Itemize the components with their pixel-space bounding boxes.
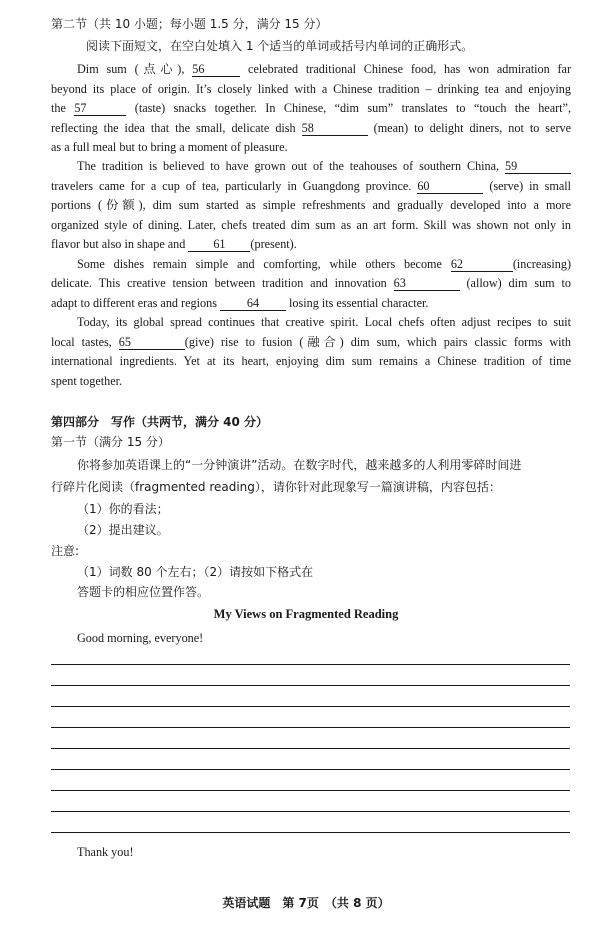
writing-line[interactable] bbox=[51, 748, 570, 749]
writing-line[interactable] bbox=[51, 832, 570, 833]
passage-line: flavor but also in shape and 61 (present). bbox=[51, 237, 297, 251]
page-footer: 英语试题 第 7页 （共 8 页） bbox=[222, 896, 390, 910]
note-label: 注意: bbox=[51, 544, 80, 558]
blank-56[interactable]: 56 bbox=[192, 63, 240, 77]
passage-line: spent together. bbox=[51, 374, 123, 388]
prompt-line: 你将参加英语课上的“一分钟演讲”活动。在数字时代，越来越多的人利用零碎时间进 bbox=[77, 458, 522, 472]
writing-line[interactable] bbox=[51, 769, 570, 770]
passage-line: international ingredients. Yet at its heart, enjoying dim sum remains a Chinese tradition of time bbox=[51, 354, 571, 368]
section2-heading: 第二节（共 10 小题；每小题 1.5 分，满分 15 分） bbox=[51, 17, 328, 31]
passage-line: Some dishes remain simple and comforting, while others become 62 (increasing) bbox=[77, 257, 572, 271]
blank-59[interactable]: 59 bbox=[505, 160, 571, 174]
passage-line: beyond its place of origin. It’s closely linked with a Chinese tradition – drinking tea and enjoying bbox=[51, 82, 571, 96]
passage-line: adapt to different eras and regions 64 losing its essential character. bbox=[51, 296, 429, 310]
passage-line: the 57 (taste) snacks together. In Chinese, “dim sum” translates to “touch the heart”, bbox=[51, 101, 572, 115]
writing-line[interactable] bbox=[51, 811, 570, 812]
passage-line: organized style of dining. Later, chefs treated dim sum as an art form. Skill was shown not only in bbox=[51, 218, 571, 232]
passage-line: as a full meal but to bring a moment of pleasure. bbox=[51, 140, 288, 154]
writing-line[interactable] bbox=[51, 706, 570, 707]
writing-line[interactable] bbox=[51, 790, 570, 791]
blank-57[interactable]: 57 bbox=[74, 102, 126, 116]
note-line: 答题卡的相应位置作答。 bbox=[77, 585, 210, 599]
passage-line: Dim sum (点心), 56 celebrated traditional Chinese food, has won admiration far bbox=[77, 62, 572, 76]
writing-line[interactable] bbox=[51, 664, 570, 665]
blank-61[interactable]: 61 bbox=[188, 238, 250, 252]
writing-line[interactable] bbox=[51, 685, 570, 686]
blank-62[interactable]: 62 bbox=[451, 258, 513, 272]
passage-line: Today, its global spread continues that creative spirit. Local chefs often adjust recipes to suit bbox=[77, 315, 571, 329]
passage-line: The tradition is believed to have grown out of the teahouses of southern China, 59 bbox=[77, 158, 571, 174]
essay-greeting: Good morning, everyone! bbox=[77, 631, 204, 645]
writing-line[interactable] bbox=[51, 727, 570, 728]
passage-line: portions (份额), dim sum started as simple refreshments and gradually developed into a more bbox=[51, 198, 571, 212]
essay-title: My Views on Fragmented Reading bbox=[213, 607, 399, 621]
blank-65[interactable]: 65 bbox=[119, 336, 185, 350]
part4-heading: 第四部分 写作（共两节，满分 40 分） bbox=[51, 415, 269, 429]
section2-instruction: 阅读下面短文，在空白处填入 1 个适当的单词或括号内单词的正确形式。 bbox=[86, 39, 474, 53]
blank-63[interactable]: 63 bbox=[394, 277, 460, 291]
blank-60[interactable]: 60 bbox=[417, 180, 483, 194]
blank-64[interactable]: 64 bbox=[220, 297, 286, 311]
essay-closing: Thank you! bbox=[77, 845, 134, 859]
prompt-item: （1）你的看法； bbox=[77, 502, 169, 516]
passage-line: travelers came for a cup of tea, particularly in Guangdong province. 60 (serve) in small bbox=[51, 179, 571, 193]
part4-section1: 第一节（满分 15 分） bbox=[51, 435, 170, 449]
passage-line: local tastes, 65 (give) rise to fusion (融合) dim sum, which pairs classic forms with bbox=[51, 335, 572, 349]
note-line: （1）词数 80 个左右；（2）请按如下格式在 bbox=[77, 565, 314, 579]
prompt-item: （2）提出建议。 bbox=[77, 523, 169, 537]
prompt-line: 行碎片化阅读（fragmented reading），请你针对此现象写一篇演讲稿，内容包括： bbox=[51, 480, 501, 494]
blank-58[interactable]: 58 bbox=[302, 122, 368, 136]
passage-line: reflecting the idea that the small, delicate dish 58 (mean) to delight diners, not to serve bbox=[51, 121, 572, 135]
passage-line: delicate. This creative tension between tradition and innovation 63 (allow) dim sum to bbox=[51, 276, 572, 290]
